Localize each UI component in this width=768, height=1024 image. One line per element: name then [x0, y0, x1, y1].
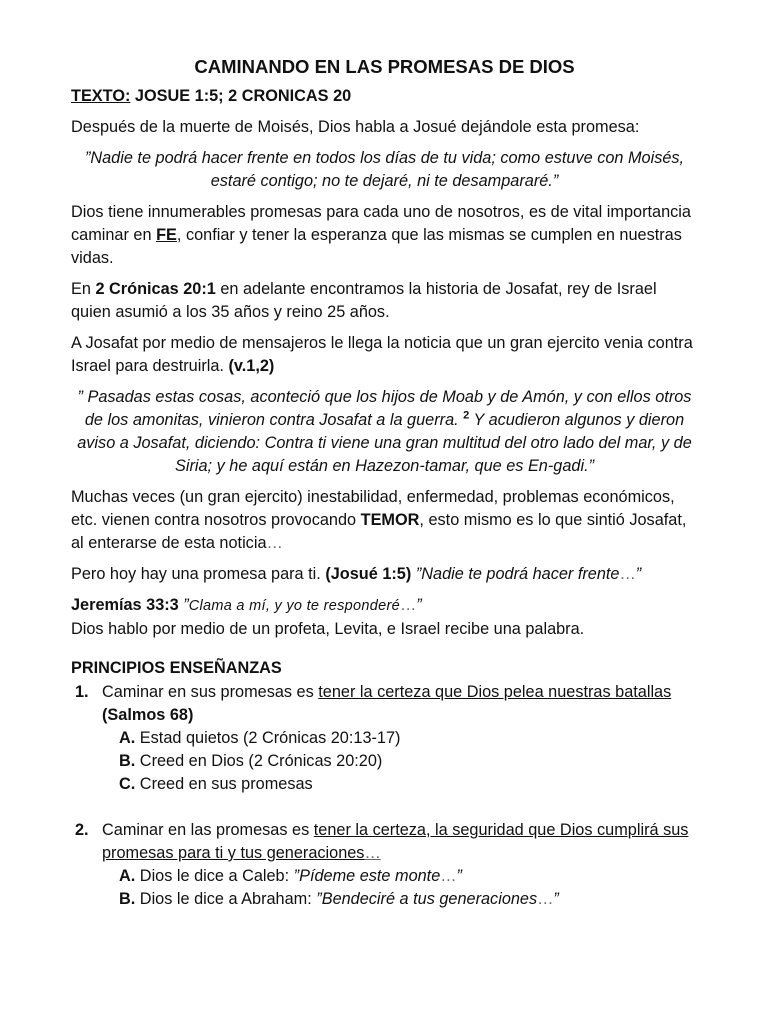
texto-line: [71, 85, 698, 108]
quote-close: ”: [416, 596, 422, 614]
sub-text: Creed en sus promesas: [135, 775, 313, 793]
ellipsis: …: [537, 890, 554, 908]
sub-text: Estad quietos (2 Crónicas 20:13-17): [135, 729, 401, 747]
sub-letter: A.: [119, 867, 136, 885]
section-heading: PRINCIPIOS ENSEÑANZAS: [71, 659, 282, 677]
quote-2: [71, 386, 698, 478]
quote-open: ”: [411, 565, 422, 583]
sub-item: [71, 727, 698, 750]
principles-list: [71, 681, 698, 911]
sub-item: [71, 888, 698, 911]
quote-1-close: ”: [552, 172, 559, 190]
quote-2-close: ”: [588, 457, 595, 475]
sub-item: [71, 773, 698, 796]
quote-2-open: ”: [77, 388, 88, 406]
sub-letter: B.: [119, 890, 136, 908]
sub-letter: B.: [119, 752, 136, 770]
quote-1-open: ”: [84, 149, 91, 167]
sub-text: Dios le dice a Caleb:: [135, 867, 294, 885]
ellipsis: …: [399, 596, 417, 614]
paragraph-3-b: en adelante encontramos la historia de Josafat, rey de Israel quien asumió a los 35 años y reino 25 años.: [71, 280, 657, 321]
item-number: 2.: [75, 821, 89, 839]
item-text: [102, 819, 698, 865]
ellipsis: …: [619, 565, 636, 583]
paragraph-3-a: En: [71, 280, 96, 298]
paragraph-2-b: , confiar y tener la esperanza que las mismas se cumplen en nuestras vidas.: [71, 226, 682, 267]
sub-text: Creed en Dios (2 Crónicas 20:20): [135, 752, 383, 770]
paragraph-7: [71, 594, 698, 618]
sub-letter: C.: [119, 775, 136, 793]
inline-quote: Bendeciré a tus generaciones: [321, 890, 538, 908]
list-item: [71, 819, 698, 911]
paragraph-4-a: A Josafat por medio de mensajeros le llega la noticia que un gran ejercito venia contra Israel para destruirla.: [71, 334, 693, 375]
quote-2-b: Y acudieron algunos y dieron aviso a Josafat, diciendo: Contra ti viene una gran multitud del otro lado del mar, y de Siria; y he aquí están en Hazezon-tamar, que es En-gadi.: [77, 411, 692, 475]
quote-open: ”: [293, 867, 300, 885]
sub-text: Dios le dice a Abraham:: [135, 890, 317, 908]
paragraph-4: [71, 332, 698, 378]
paragraph-5-b: , esto mismo es lo que sintió Josafat, al enterarse de esta noticia: [71, 511, 687, 552]
inline-quote: Pídeme este monte: [299, 867, 441, 885]
sub-item: [71, 865, 698, 888]
item-text-a: Caminar en sus promesas es: [102, 683, 319, 701]
paragraph-6-a: Pero hoy hay una promesa para ti.: [71, 565, 326, 583]
texto-ref: JOSUE 1:5; 2 CRONICAS 20: [130, 87, 352, 105]
paragraph-5: [71, 486, 698, 555]
texto-label: TEXTO:: [71, 87, 131, 105]
paragraph-6: [71, 563, 698, 586]
paragraph-3: [71, 278, 698, 324]
temor-word: TEMOR: [360, 511, 420, 529]
item-underlined: tener la certeza que Dios pelea nuestras batallas: [318, 683, 672, 701]
salmos-ref: (Salmos 68): [102, 706, 194, 724]
jeremias-ref: Jeremías 33:3: [71, 596, 179, 614]
josue-ref: (Josué 1:5): [325, 565, 412, 583]
inline-quote: Clama a mí, y yo te responderé: [188, 598, 400, 614]
list-item: [71, 681, 698, 796]
ellipsis: …: [364, 844, 381, 862]
quote-1: [71, 147, 698, 193]
paragraph-2-a: Dios tiene innumerables promesas para cada uno de nosotros, es de vital importancia caminar en: [71, 203, 691, 244]
paragraph-8: Dios hablo por medio de un profeta, Levita, e Israel recibe una palabra.: [71, 620, 585, 638]
quote-close: ”: [635, 565, 642, 583]
paragraph-5-a: Muchas veces (un gran ejercito) inestabilidad, enfermedad, problemas económicos, etc. vienen contra nosotros provocando: [71, 488, 675, 529]
paragraph-1: Después de la muerte de Moisés, Dios habla a Josué dejándole esta promesa:: [71, 118, 640, 136]
document-title: CAMINANDO EN LAS PROMESAS DE DIOS: [194, 56, 575, 77]
fe-word: FE: [156, 226, 177, 244]
item-text-a: Caminar en las promesas es: [102, 821, 314, 839]
item-number: 1.: [75, 683, 89, 701]
item-underlined: tener la certeza, la seguridad que Dios cumplirá sus promesas para ti y tus generaciones: [102, 821, 689, 862]
item-text: [102, 681, 698, 727]
quote-close: ”: [553, 890, 559, 908]
inline-quote: Nadie te podrá hacer frente: [421, 565, 620, 583]
verse-ref: (v.1,2): [228, 357, 275, 375]
quote-close: ”: [456, 867, 462, 885]
quote-open: ”: [178, 596, 189, 614]
paragraph-2: [71, 201, 698, 270]
ellipsis: …: [440, 867, 457, 885]
ellipsis: …: [266, 534, 283, 552]
quote-open: ”: [316, 890, 322, 908]
quote-1-text: Nadie te podrá hacer frente en todos los días de tu vida; como estuve con Moisés, estaré contigo; no te dejaré, ni te desampararé.: [90, 149, 685, 190]
sub-item: [71, 750, 698, 773]
verse-number: 2: [463, 409, 470, 422]
quote-2-a: Pasadas estas cosas, aconteció que los hijos de Moab y de Amón, y con ellos otros de los amonitas, vinieron contra Josafat a la guerra.: [84, 388, 692, 429]
sub-letter: A.: [119, 729, 136, 747]
cronicas-ref: 2 Crónicas 20:1: [95, 280, 216, 298]
